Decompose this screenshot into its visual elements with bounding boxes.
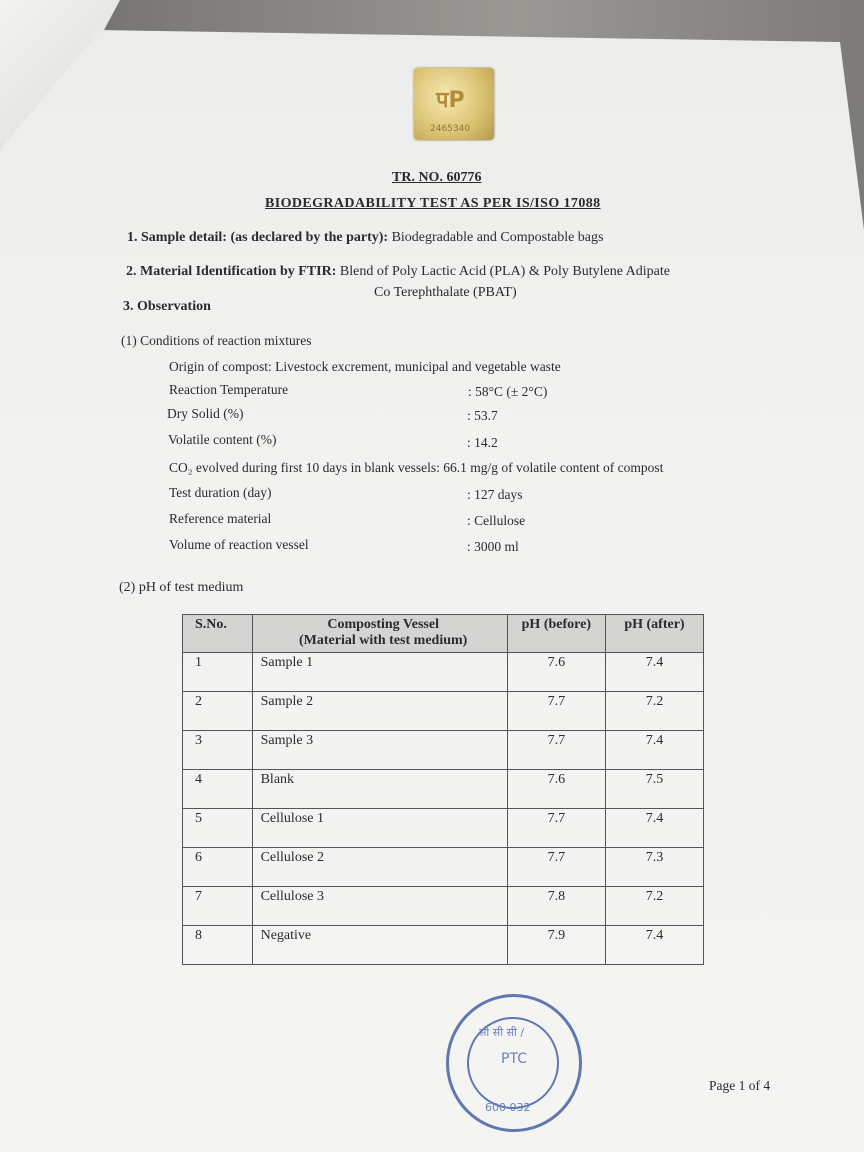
ph-heading: (2) pH of test medium <box>119 580 244 595</box>
co2-evolved-line: CO₂ evolved during first 10 days in blank vessels: 66.1 mg/g of volatile content of compost <box>169 460 664 475</box>
cell-vessel: Sample 2 <box>252 692 507 731</box>
official-stamp <box>446 994 582 1132</box>
cell-vessel: Negative <box>252 926 507 965</box>
material-label: 2. Material Identification by FTIR: <box>126 264 337 279</box>
condition-value: : 3000 ml <box>467 539 519 554</box>
condition-value: : 58°C (± 2°C) <box>468 384 548 399</box>
document-title: BIODEGRADABILITY TEST AS PER IS/ISO 17088 <box>265 196 601 211</box>
column-header-sno: S.No. <box>183 615 253 653</box>
column-header-ph-before: pH (before) <box>507 615 605 653</box>
table-row <box>183 653 704 692</box>
table-row <box>183 809 704 848</box>
cell-sno: 5 <box>183 809 253 848</box>
cell-ph-before: 7.6 <box>507 653 605 692</box>
sample-detail-qualifier: (as declared by the party): <box>230 230 389 245</box>
condition-label: Dry Solid (%) <box>167 406 244 421</box>
vessel-header-line2: (Material with test medium) <box>298 633 468 648</box>
cell-sno: 3 <box>183 731 253 770</box>
table-row <box>183 770 704 809</box>
table-row <box>183 887 704 926</box>
condition-label: Reference material <box>169 511 272 526</box>
cell-ph-before: 7.7 <box>507 809 605 848</box>
cell-ph-before: 7.8 <box>507 887 605 926</box>
cell-sno: 7 <box>183 887 253 926</box>
cell-vessel: Cellulose 2 <box>252 848 507 887</box>
condition-value: : 53.7 <box>467 408 498 423</box>
material-value-line1: Blend of Poly Lactic Acid (PLA) & Poly Butylene Adipate <box>339 264 670 279</box>
cell-ph-after: 7.4 <box>605 731 703 770</box>
condition-label: Reaction Temperature <box>169 382 289 397</box>
cell-sno: 4 <box>183 770 253 809</box>
cell-ph-before: 7.7 <box>507 692 605 731</box>
observation-heading: 3. Observation <box>123 299 211 314</box>
cell-ph-after: 7.4 <box>605 926 703 965</box>
table-row <box>183 848 704 887</box>
cell-sno: 6 <box>183 848 253 887</box>
cell-ph-after: 7.4 <box>605 653 703 692</box>
cell-vessel: Sample 3 <box>252 731 507 770</box>
condition-value: : Cellulose <box>467 513 526 528</box>
cell-sno: 8 <box>183 926 253 965</box>
vessel-header-line1: Composting Vessel <box>327 617 439 632</box>
cell-ph-before: 7.6 <box>507 770 605 809</box>
page-number: Page 1 of 4 <box>709 1078 771 1093</box>
cell-sno: 2 <box>183 692 253 731</box>
cell-vessel: Cellulose 3 <box>252 887 507 926</box>
hologram-number: 2465340 <box>430 124 471 134</box>
hologram-seal <box>414 68 494 140</box>
stamp-center-text: PTC <box>501 1051 527 1067</box>
test-report-number: TR. NO. 60776 <box>392 170 482 185</box>
compost-origin: Origin of compost: Livestock excrement, municipal and vegetable waste <box>169 359 561 374</box>
cell-ph-after: 7.4 <box>605 809 703 848</box>
cell-ph-after: 7.2 <box>605 887 703 926</box>
material-value-line2: Co Terephthalate (PBAT) <box>374 285 517 300</box>
cell-vessel: Cellulose 1 <box>252 809 507 848</box>
condition-label: Volatile content (%) <box>168 432 277 447</box>
cell-sno: 1 <box>183 653 253 692</box>
condition-label: Volume of reaction vessel <box>169 537 309 552</box>
sample-detail-line <box>127 230 603 246</box>
ph-table <box>182 614 704 965</box>
cell-ph-after: 7.2 <box>605 692 703 731</box>
column-header-vessel <box>252 615 507 653</box>
stamp-hindi-text: सी सी सी / <box>479 1026 525 1039</box>
sample-detail-label: 1. Sample detail: <box>127 230 227 245</box>
condition-value: : 14.2 <box>467 435 498 450</box>
condition-value: : 127 days <box>467 487 523 502</box>
hologram-logo-icon: पP <box>436 88 465 113</box>
cell-ph-before: 7.9 <box>507 926 605 965</box>
table-row <box>183 731 704 770</box>
sample-detail-value: Biodegradable and Compostable bags <box>391 230 604 245</box>
table-row <box>183 926 704 965</box>
conditions-heading: (1) Conditions of reaction mixtures <box>121 333 312 348</box>
cell-ph-after: 7.3 <box>605 848 703 887</box>
table-row <box>183 692 704 731</box>
cell-vessel: Sample 1 <box>252 653 507 692</box>
material-line <box>126 264 670 280</box>
cell-ph-after: 7.5 <box>605 770 703 809</box>
cell-ph-before: 7.7 <box>507 848 605 887</box>
stamp-pin-text: 600 032 <box>485 1101 531 1114</box>
cell-ph-before: 7.7 <box>507 731 605 770</box>
condition-label: Test duration (day) <box>169 485 272 500</box>
cell-vessel: Blank <box>252 770 507 809</box>
table-header-row <box>183 615 704 653</box>
column-header-ph-after: pH (after) <box>605 615 703 653</box>
